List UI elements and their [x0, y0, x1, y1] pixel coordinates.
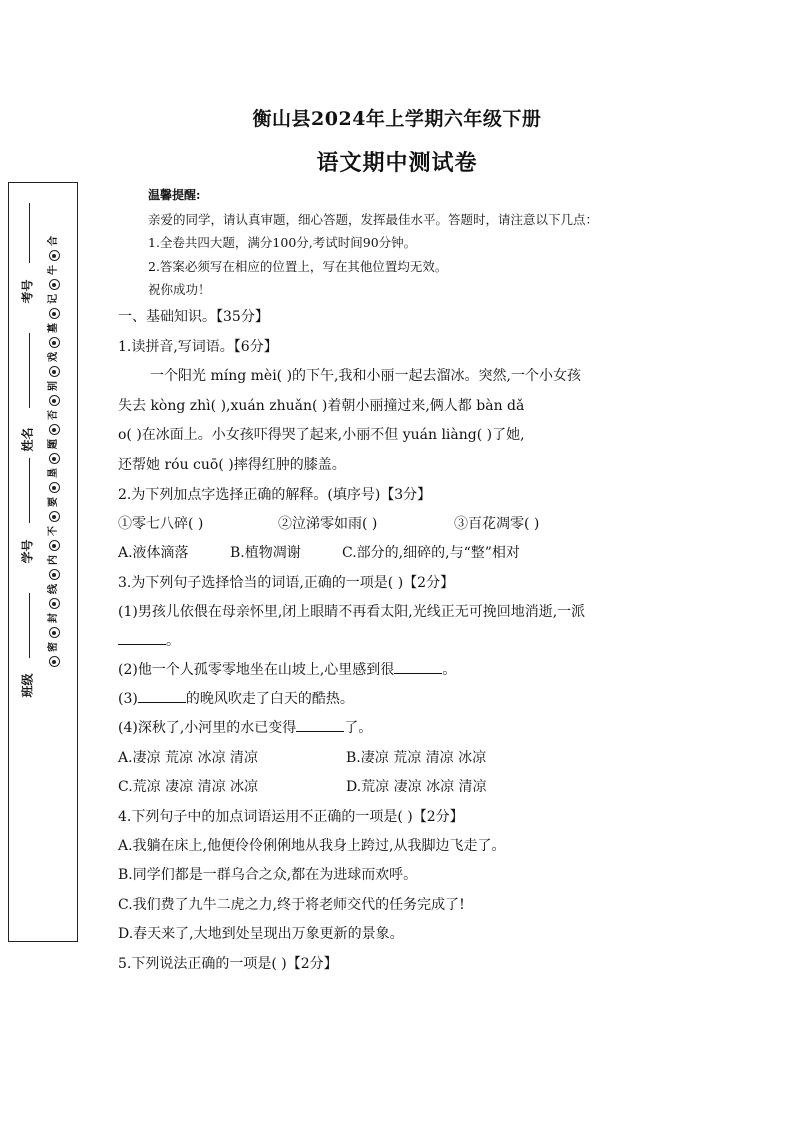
q3-text: 的晚风吹走了白天的酷热。	[185, 691, 354, 707]
answer-blank[interactable]	[138, 689, 186, 703]
answer-blank[interactable]	[296, 718, 344, 732]
seal-char: 牛	[48, 265, 59, 275]
seal-char: 戏	[48, 352, 59, 362]
seal-circle-icon	[49, 511, 60, 522]
seal-circle-icon	[49, 569, 60, 580]
q2-heading: 2.为下列加点字选择正确的解释。(填序号)【3分】	[118, 487, 432, 503]
q3-option-b: B.凄凉 荒凉 清凉 冰凉	[346, 750, 487, 766]
seal-char: 要	[48, 497, 59, 507]
q3-sentence-2	[118, 659, 456, 679]
seal-char: 不	[48, 526, 59, 536]
seal-circle-icon	[49, 308, 60, 319]
section-heading: 一、基础知识。【35分】	[118, 309, 269, 325]
side-label-exam-number: 考号	[20, 279, 35, 304]
seal-circle-icon	[49, 250, 60, 261]
q3-option-c: C.荒凉 凄凉 清凉 冰凉	[118, 779, 259, 795]
q2-option: B.植物凋谢	[230, 545, 301, 561]
seal-circle-icon	[49, 279, 60, 290]
tips-heading: 温馨提醒:	[148, 188, 201, 202]
seal-circle-icon	[49, 656, 60, 667]
q3-text: (3)	[118, 691, 138, 707]
side-underline	[29, 333, 30, 408]
q3-sentence-1-end	[118, 630, 180, 650]
q2-item: ③百花凋零( )	[454, 516, 540, 532]
exam-title-line2: 语文期中测试卷	[316, 150, 478, 176]
tips-block	[148, 184, 598, 302]
side-label-student-number: 学号	[20, 539, 35, 564]
q5-heading: 5.下列说法正确的一项是( )【2分】	[118, 956, 338, 972]
seal-char: 封	[48, 613, 59, 623]
seal-circle-icon	[49, 453, 60, 464]
q1-line: 一个阳光 míng mèi( )的下午,我和小丽一起去溜冰。突然,一个小女孩	[150, 368, 581, 384]
seal-circle-icon	[49, 337, 60, 348]
seal-circle-icon	[49, 424, 60, 435]
q4-option-d: D.春天来了,大地到处呈现出万象更新的景象。	[118, 926, 404, 942]
q4-option-b: B.同学们都是一群乌合之众,都在为进球而欢呼。	[118, 867, 418, 883]
side-underline	[29, 203, 30, 263]
seal-char: 内	[48, 555, 59, 565]
seal-circle-icon	[49, 366, 60, 377]
side-underline	[29, 593, 30, 658]
seal-circle-icon	[49, 540, 60, 551]
q3-option-a: A.凄凉 荒凉 冰凉 清凉	[118, 750, 258, 766]
tips-line: 2.答案必须写在相应的位置上，写在其他位置均无效。	[148, 258, 448, 274]
binding-strip	[8, 182, 78, 942]
q2-option: C.部分的,细碎的,与“整”相对	[342, 545, 520, 561]
seal-circle-icon	[49, 482, 60, 493]
side-label-name: 姓名	[20, 427, 35, 452]
q3-sentence-1: (1)男孩儿依偎在母亲怀里,闭上眼睛不再看太阳,光线正无可挽回地消逝,一派	[118, 604, 586, 620]
q2-option: A.液体滴落	[118, 545, 189, 561]
tips-line: 亲爱的同学，请认真审题，细心答题，发挥最佳水平。答题时，请注意以下几点：	[148, 211, 599, 227]
seal-line-column	[46, 233, 62, 671]
answer-blank[interactable]	[394, 660, 442, 674]
q4-heading: 4.下列句子中的加点词语运用不正确的一项是( )【2分】	[118, 809, 464, 825]
exam-title-line1: 衡山县2024年上学期六年级下册	[252, 108, 542, 130]
tips-line: 祝你成功！	[148, 282, 211, 297]
seal-char: 垦	[48, 468, 59, 478]
seal-char: 线	[48, 584, 59, 594]
q4-option-c: C.我们费了九牛二虎之力,终于将老师交代的任务完成了!	[118, 897, 465, 913]
answer-blank[interactable]	[118, 631, 166, 645]
q4-option-a: A.我躺在床上,他便伶伶俐俐地从我身上跨过,从我脚边飞走了。	[118, 838, 506, 854]
q3-text: 。	[442, 662, 457, 678]
q1-line: 还帮她 róu cuō( )摔得红肿的膝盖。	[118, 457, 346, 473]
q3-option-d: D.荒凉 凄凉 冰凉 清凉	[346, 779, 487, 795]
q2-item: ①零七八碎( )	[118, 516, 204, 532]
q1-line: 失去 kòng zhì( ),xuán zhuǎn( )着朝小丽撞过来,俩人都 bàn dǎ	[118, 398, 525, 414]
q3-sentence-3	[118, 688, 354, 708]
seal-circle-icon	[49, 395, 60, 406]
q1-line: o( )在冰面上。小女孩吓得哭了起来,小丽不但 yuán liàng( )了她,	[118, 427, 525, 443]
side-label-class: 班级	[20, 673, 35, 698]
side-underline	[29, 458, 30, 523]
seal-char: 题	[48, 439, 59, 449]
seal-char: 别	[48, 381, 59, 391]
tips-line: 1.全卷共四大题，满分100分,考试时间90分钟。	[148, 235, 417, 250]
seal-char: 记	[48, 294, 59, 304]
seal-char: 墓	[48, 323, 59, 333]
q2-item: ②泣涕零如雨( )	[278, 516, 378, 532]
q3-heading: 3.为下列句子选择恰当的词语,正确的一项是( )【2分】	[118, 575, 455, 591]
q3-text: (4)深秋了,小河里的水已变得	[118, 720, 297, 736]
seal-circle-icon	[49, 598, 60, 609]
seal-circle-icon	[49, 627, 60, 638]
q3-sentence-4	[118, 717, 372, 737]
q3-text: 。	[166, 633, 180, 649]
q3-text: (2)他一个人孤零零地坐在山坡上,心里感到很	[118, 662, 395, 678]
seal-char: 密	[48, 642, 59, 652]
seal-char: 合	[48, 236, 59, 246]
q1-heading: 1.读拼音,写词语。【6分】	[118, 339, 278, 355]
q3-text: 了。	[344, 720, 373, 736]
seal-char: 否	[48, 410, 59, 420]
